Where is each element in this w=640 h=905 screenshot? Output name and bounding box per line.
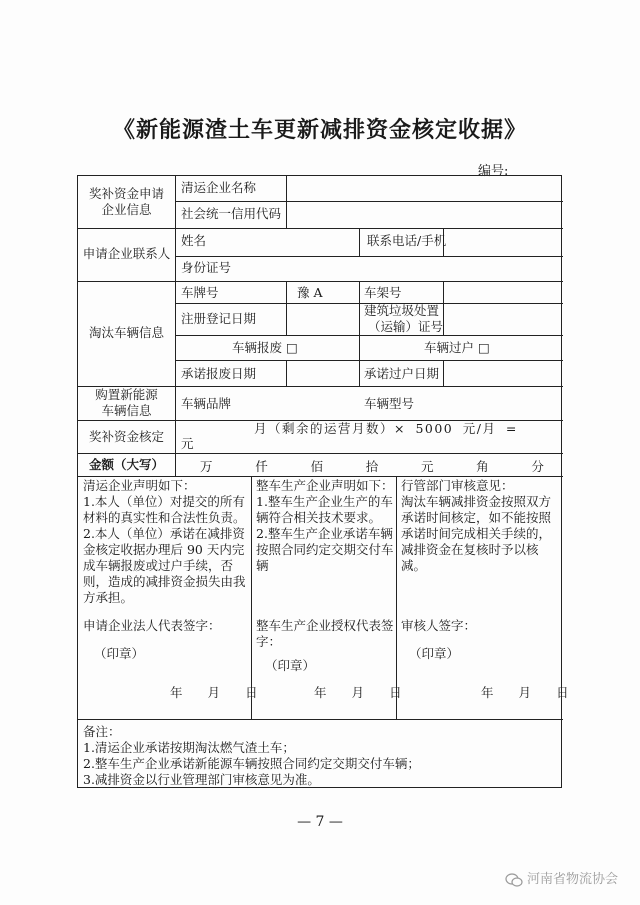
document-title: 《新能源渣土车更新减排资金核定收据》 bbox=[112, 117, 527, 143]
authority-signature-label: 审核人签字： bbox=[401, 618, 477, 633]
form-table bbox=[77, 175, 569, 788]
notes bbox=[83, 724, 553, 788]
authority-date: 年 月 日 bbox=[481, 685, 569, 700]
contact-name-label: 姓名 bbox=[181, 233, 207, 248]
transfer-date-label: 承诺过户日期 bbox=[364, 366, 440, 381]
applicant-info-label-2: 企业信息 bbox=[101, 202, 152, 217]
company-declaration-item-2: 2.本人（单位）承诺在减排资金核定收据办理后 90 天内完成车辆报废或过户手续，否则，造成的减排资金损失由我方承担。 bbox=[83, 526, 246, 605]
amount-label: 金额（大写） bbox=[88, 457, 164, 472]
scrap-date-label: 承诺报废日期 bbox=[181, 366, 257, 381]
note-item: 3.减排资金以行业管理部门审核意见为准。 bbox=[83, 772, 320, 787]
permit-label-2: （运输）证号 bbox=[368, 319, 444, 334]
maker-seal: （印章） bbox=[265, 658, 316, 673]
company-signature-label: 申请企业法人代表签字： bbox=[83, 618, 221, 633]
plate-value: 豫 A bbox=[297, 285, 323, 300]
unit-bai: 佰 bbox=[310, 459, 323, 474]
authority-seal: （印章） bbox=[409, 646, 460, 661]
page-number: — 7 — bbox=[297, 814, 343, 830]
serial-number-label: 编号: bbox=[478, 164, 509, 179]
plate-label: 车牌号 bbox=[181, 285, 219, 300]
permit-label-1: 建筑垃圾处置 bbox=[364, 303, 440, 318]
vehicle-brand-label: 车辆品牌 bbox=[181, 396, 232, 411]
maker-date: 年 月 日 bbox=[314, 685, 402, 700]
notes-heading: 备注： bbox=[83, 724, 121, 739]
wechat-icon bbox=[505, 873, 523, 887]
frame-number-label: 车架号 bbox=[364, 285, 402, 300]
watermark: 河南省物流协会 bbox=[505, 868, 618, 887]
maker-declaration bbox=[256, 478, 394, 574]
scrap-checkbox[interactable]: □ bbox=[286, 340, 298, 355]
authority-opinion-body: 淘汰车辆减排资金按照双方承诺时间核定，如不能按照承诺时间完成相关手续的，减排资金在复核时予以核减。 bbox=[401, 494, 552, 573]
amount-units bbox=[200, 457, 544, 475]
registration-date-label: 注册登记日期 bbox=[181, 311, 257, 326]
note-item: 2.整车生产企业承诺新能源车辆按照合同约定交期交付车辆； bbox=[83, 756, 420, 771]
credit-code-label: 社会统一信用代码 bbox=[181, 206, 282, 221]
subsidy-label: 奖补资金核定 bbox=[88, 429, 164, 444]
maker-declaration-item-2: 2.整车生产企业承诺车辆按照合同约定交期交付车辆 bbox=[256, 526, 394, 573]
purchase-label-2: 车辆信息 bbox=[101, 403, 152, 418]
subsidy-formula: 月（剩余的运营月数）× 5000 元/月 = bbox=[254, 421, 518, 436]
maker-signature-label: 整车生产企业授权代表签字： bbox=[256, 618, 394, 649]
company-name-label: 清运企业名称 bbox=[181, 180, 257, 195]
contact-label: 申请企业联系人 bbox=[82, 246, 171, 261]
transfer-option: 车辆过户 □ bbox=[424, 340, 490, 355]
maker-declaration-item-1: 1.整车生产企业生产的车辆符合相关技术要求。 bbox=[256, 494, 393, 525]
subsidy-formula-unit: 元 bbox=[181, 436, 194, 451]
note-item: 1.清运企业承诺按期淘汰燃气渣土车； bbox=[83, 740, 295, 755]
company-date: 年 月 日 bbox=[170, 685, 258, 700]
authority-opinion-heading: 行管部门审核意见： bbox=[401, 478, 514, 493]
contact-phone-label: 联系电话/手机 bbox=[367, 233, 447, 248]
unit-jiao: 角 bbox=[476, 459, 489, 474]
unit-fen: 分 bbox=[531, 459, 544, 474]
company-declaration-heading: 清运企业声明如下： bbox=[83, 478, 196, 493]
unit-shi: 拾 bbox=[365, 459, 379, 474]
company-seal: （印章） bbox=[94, 646, 145, 661]
unit-qian: 仟 bbox=[255, 459, 268, 474]
maker-declaration-heading: 整车生产企业声明如下： bbox=[256, 478, 394, 493]
unit-yuan: 元 bbox=[420, 459, 434, 474]
scrap-option: 车辆报废 □ bbox=[232, 340, 298, 355]
company-declaration bbox=[83, 478, 248, 606]
vehicle-info-label: 淘汰车辆信息 bbox=[88, 325, 164, 340]
authority-opinion bbox=[401, 478, 559, 574]
vehicle-model-label: 车辆型号 bbox=[364, 396, 415, 411]
transfer-checkbox[interactable]: □ bbox=[478, 340, 490, 355]
id-number-label: 身份证号 bbox=[181, 260, 232, 275]
company-declaration-item-1: 1.本人（单位）对提交的所有材料的真实性和合法性负责。 bbox=[83, 494, 246, 525]
unit-wan: 万 bbox=[200, 459, 213, 474]
purchase-label-1: 购置新能源 bbox=[95, 387, 158, 402]
applicant-info-label-1: 奖补资金申请 bbox=[88, 186, 164, 201]
